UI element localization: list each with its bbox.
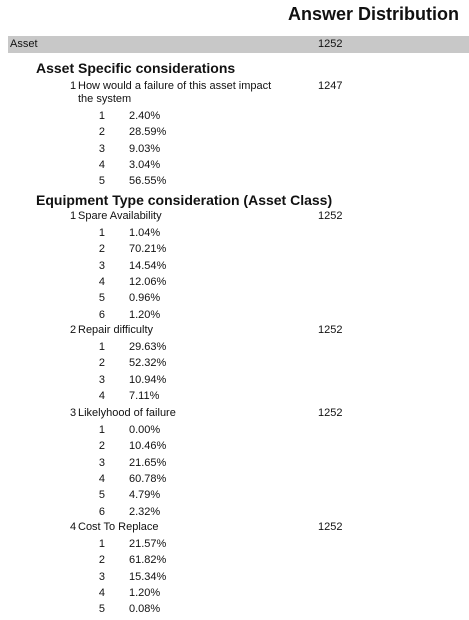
answer-option-percent: 60.78%	[129, 472, 167, 485]
answer-option-percent: 0.00%	[129, 424, 161, 436]
answer-option-number: 1	[98, 110, 105, 122]
answer-option-percent: 12.06%	[129, 275, 167, 288]
answer-option-number: 2	[98, 243, 105, 256]
answer-option-number: 6	[98, 308, 105, 321]
header-asset-count: 1252	[318, 38, 343, 50]
question-response-count: 1252	[318, 407, 343, 419]
question-label: Cost To Replace	[78, 521, 159, 533]
header-bar	[8, 36, 469, 53]
answer-option-percent: 21.65%	[129, 456, 167, 469]
answer-option-number: 5	[98, 603, 105, 616]
answer-option-number: 5	[98, 489, 105, 502]
answer-option-number: 3	[98, 142, 105, 155]
answer-option-number: 1	[98, 424, 105, 436]
answer-option-number: 2	[98, 440, 105, 453]
answer-option-number: 4	[98, 389, 105, 402]
question-text	[70, 210, 162, 223]
question-response-count: 1252	[318, 521, 343, 533]
answer-option-percent: 7.11%	[129, 389, 160, 402]
answer-option-percent: 3.04%	[129, 158, 161, 171]
answer-option-number: 5	[98, 175, 105, 188]
answer-option-percent: 2.32%	[129, 505, 161, 518]
answer-option-percent: 1.20%	[129, 586, 161, 599]
question-response-count: 1252	[318, 324, 343, 336]
question-label: Likelyhood of failure	[78, 407, 176, 419]
answer-option-percent: 70.21%	[129, 243, 167, 256]
question-label: Repair difficulty	[78, 324, 153, 336]
answer-option-number: 1	[98, 227, 105, 239]
question-number: 1	[70, 210, 77, 222]
answer-option-percent: 14.54%	[129, 259, 167, 272]
question-number: 4	[70, 521, 77, 533]
answer-option-number: 1	[98, 341, 105, 353]
question-label: How would a failure of this asset impact	[78, 80, 272, 92]
answer-option-percent: 61.82%	[129, 554, 167, 567]
answer-option-number: 6	[98, 505, 105, 518]
answer-option-percent: 52.32%	[129, 357, 167, 370]
question-number: 1	[70, 80, 77, 92]
answer-option-percent: 1.20%	[129, 308, 161, 321]
answer-option-percent: 28.59%	[129, 126, 167, 139]
answer-option-number: 4	[98, 158, 105, 171]
answer-option-number: 3	[98, 259, 105, 272]
answer-option-number: 5	[98, 292, 105, 305]
question-number: 2	[70, 324, 77, 336]
answer-option-number: 3	[98, 373, 105, 386]
question-label-continued: the system	[78, 93, 132, 105]
answer-option-number: 2	[98, 126, 105, 139]
question-text	[70, 324, 153, 337]
answer-option-percent: 56.55%	[129, 175, 167, 188]
answer-option-number: 2	[98, 357, 105, 370]
question-label: Spare Availability	[78, 210, 162, 222]
answer-option-percent: 10.94%	[129, 373, 167, 386]
question-number: 3	[70, 407, 77, 419]
answer-option-percent: 4.79%	[129, 489, 161, 502]
answer-option-percent: 21.57%	[129, 538, 167, 550]
answer-option-percent: 15.34%	[129, 570, 167, 583]
answer-option-percent: 0.96%	[129, 292, 161, 305]
question-text	[70, 407, 176, 420]
section-title: Equipment Type consideration (Asset Class)	[36, 192, 333, 208]
answer-option-percent: 1.04%	[129, 227, 161, 239]
answer-option-number: 2	[98, 554, 105, 567]
answer-option-percent: 0.08%	[129, 603, 161, 616]
question-response-count: 1252	[318, 210, 343, 222]
header-asset-label: Asset	[10, 38, 38, 50]
answer-option-number: 4	[98, 472, 105, 485]
answer-option-number: 1	[98, 538, 105, 550]
answer-option-number: 4	[98, 586, 105, 599]
section-title: Asset Specific considerations	[36, 60, 236, 76]
answer-option-number: 3	[98, 570, 105, 583]
question-text	[70, 521, 159, 534]
answer-option-number: 4	[98, 275, 105, 288]
question-text	[70, 80, 271, 93]
question-response-count: 1247	[318, 80, 343, 92]
answer-option-percent: 9.03%	[129, 142, 161, 155]
answer-option-percent: 2.40%	[129, 110, 161, 122]
answer-option-number: 3	[98, 456, 105, 469]
page-title: Answer Distribution	[287, 4, 459, 24]
answer-option-percent: 10.46%	[129, 440, 167, 453]
answer-option-percent: 29.63%	[129, 341, 167, 353]
